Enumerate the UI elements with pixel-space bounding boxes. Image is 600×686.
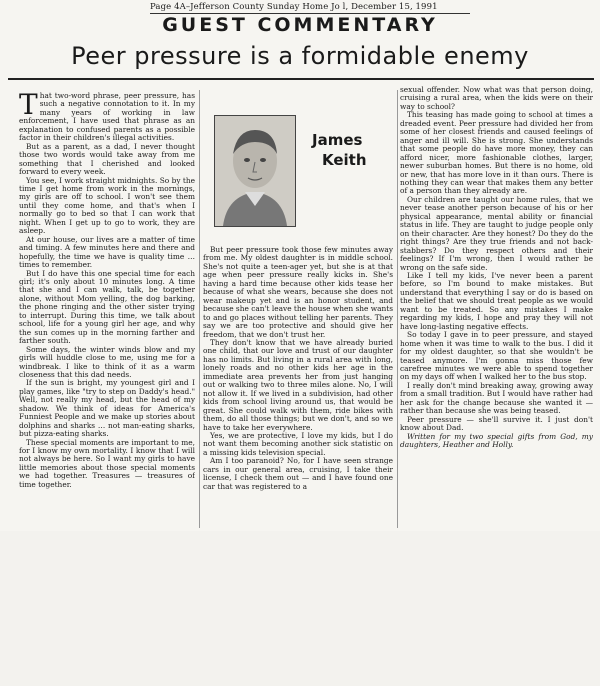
paragraph <box>19 92 195 143</box>
section-kicker: GUEST COMMENTARY <box>162 14 438 36</box>
article-column-1 <box>19 92 195 532</box>
paragraph: Am I too paranoid? No, for I have seen strange cars in our general area, cruising, I take their license, I check them out — and I have found one car that was registered to a <box>203 456 393 491</box>
column-divider <box>199 90 200 528</box>
paragraph-text: hat two-word phrase, peer pressure, has such a negative connotation to it. In my many years of working in law enforcement, I have used that phrase as an explanation to confused parents as a possible factor in their children's illegal activities. <box>19 92 195 143</box>
paragraph: Our children are taught our home rules, that we never tease another person because of his or her physical appearance, mental ability or financial status in life. They are taught to judge people only on their character. Are they honest? Do they do the right things? Are they true friends and not back-stabbers? Do they respect others and their feelings? If I'm wrong, then I would rather be wrong on the safe side. <box>400 194 593 272</box>
drop-cap: T <box>19 92 38 121</box>
paragraph: You see, I work straight midnights. So by the time I get home from work in the mornings, my girls are off to school. I won't see them until they come home, and that's when I normally go to bed so that I can work that night. When I get up to go to work, they are asleep. <box>19 175 195 236</box>
paragraph: If the sun is bright, my youngest girl and I play games, like "try to step on Daddy's head." Well, not really my head, but the head of my shadow. We think of ideas for America's Funniest People and we make up stories about dolphins and sharks … not man-eating sharks, but pizza-eating sharks. <box>19 378 195 439</box>
paragraph: Some days, the winter winds blow and my girls will huddle close to me, using me for a windbreak. I like to think of it as a warm closeness that this dad needs. <box>19 344 195 379</box>
paragraph: So today I gave in to peer pressure, and stayed home when it was time to walk to the bus. I did it for my oldest daughter, so that she wouldn't be teased anymore. I'm gonna miss those few carefree minutes we were able to spend together on my days off when I walked her to the bus stop. <box>400 330 593 382</box>
author-byline <box>312 130 402 170</box>
paragraph: Like I tell my kids, I've never been a parent before, so I'm bound to make mistakes. But understand that everything I say or do is based on the belief that we should treat people as we would want to be treated. So any mistakes I make regarding my kids, I hope and pray they will not have long-lasting negative effects. <box>400 270 593 331</box>
page-folio: Page 4A–Jefferson County Sunday Home Jo l, December 15, 1991 <box>150 2 470 14</box>
article-column-2 <box>203 246 393 686</box>
paragraph: Yes, we are protective, I love my kids, but I do not want them becoming another sick statistic on a missing kids television special. <box>203 430 393 457</box>
paragraph: But I do have this one special time for each girl; it's only about 10 minutes long. A time that she and I can walk, talk, be together alone, without Mom yelling, the dog barking, the phone ringing and the other sister trying to interrupt. During this time, we talk about school, life for a young girl her age, and why the sun comes up in the morning farther and farther south. <box>19 268 195 346</box>
article-column-3 <box>400 86 593 526</box>
paragraph: These special moments are important to me, for I know my own mortality. I know that I will not always be here. So I want my girls to have little memories about those special moments we had together. Treasures — treasures of time together. <box>19 437 195 489</box>
headline: Peer pressure is a formidable enemy <box>71 42 529 70</box>
paragraph: sexual offender. Now what was that person doing, cruising a rural area, when the kids were on their way to school? <box>400 86 593 111</box>
author-last-name: Keith <box>322 151 367 169</box>
paragraph: Peer pressure — she'll survive it. I just don't know about Dad. <box>400 414 593 433</box>
paragraph: I really don't mind breaking away, growing away from a small tradition. But I would have rather had her ask for the change because she wanted it — rather than because she was being teased. <box>400 380 593 416</box>
paragraph: They don't know that we have already buried one child, that our love and trust of our daughter has no limits. But living in a rural area with long, lonely roads and no other kids her age in the immediate area prevents her from just hanging out or walking two to three miles alone. No, I will not allow it. If we lived in a subdivision, had other kids from school living around us, that would be great. She could walk with them, ride bikes with them, do all those things; but we don't, and so we have to take her everywhere. <box>203 337 393 432</box>
paragraph: At our house, our lives are a matter of time and timing. A few minutes here and there and hopefully, the time we have is quality time … times to remember. <box>19 234 195 270</box>
author-photo <box>214 115 296 227</box>
author-tagline: Written for my two special gifts from God, my daughters, Heather and Holly. <box>400 431 593 450</box>
headline-rule <box>8 78 594 80</box>
paragraph: But as a parent, as a dad, I never thought those two words would take away from me something that I cherished and looked forward to every week. <box>19 141 195 177</box>
paragraph: This teasing has made going to school at times a dreaded event. Peer pressure had divided her from some of her closest friends and caused feelings of anger and ill will. She is strong. She understands that some people do have more money, they can afford nicer, more fashionable clothes, larger, newer suburban homes. But there is no home, old or new, that has more love in it than ours. There is nothing they can wear that makes them any better of a person than they already are. <box>400 110 593 196</box>
author-first-name: James <box>312 131 363 149</box>
author-photo-image <box>215 116 295 226</box>
paragraph: But peer pressure took those few minutes away from me. My oldest daughter is in middle school. She's not quite a teen-ager yet, but she is at that age when peer pressure really kicks in. She's having a hard time because other kids tease her because of what she wears, because she does not wear makeup yet and is an honor student, and because she can't leave the house when she wants to and go places without telling her parents. They say we are too protective and should give her freedom, that we don't trust her. <box>203 246 393 339</box>
